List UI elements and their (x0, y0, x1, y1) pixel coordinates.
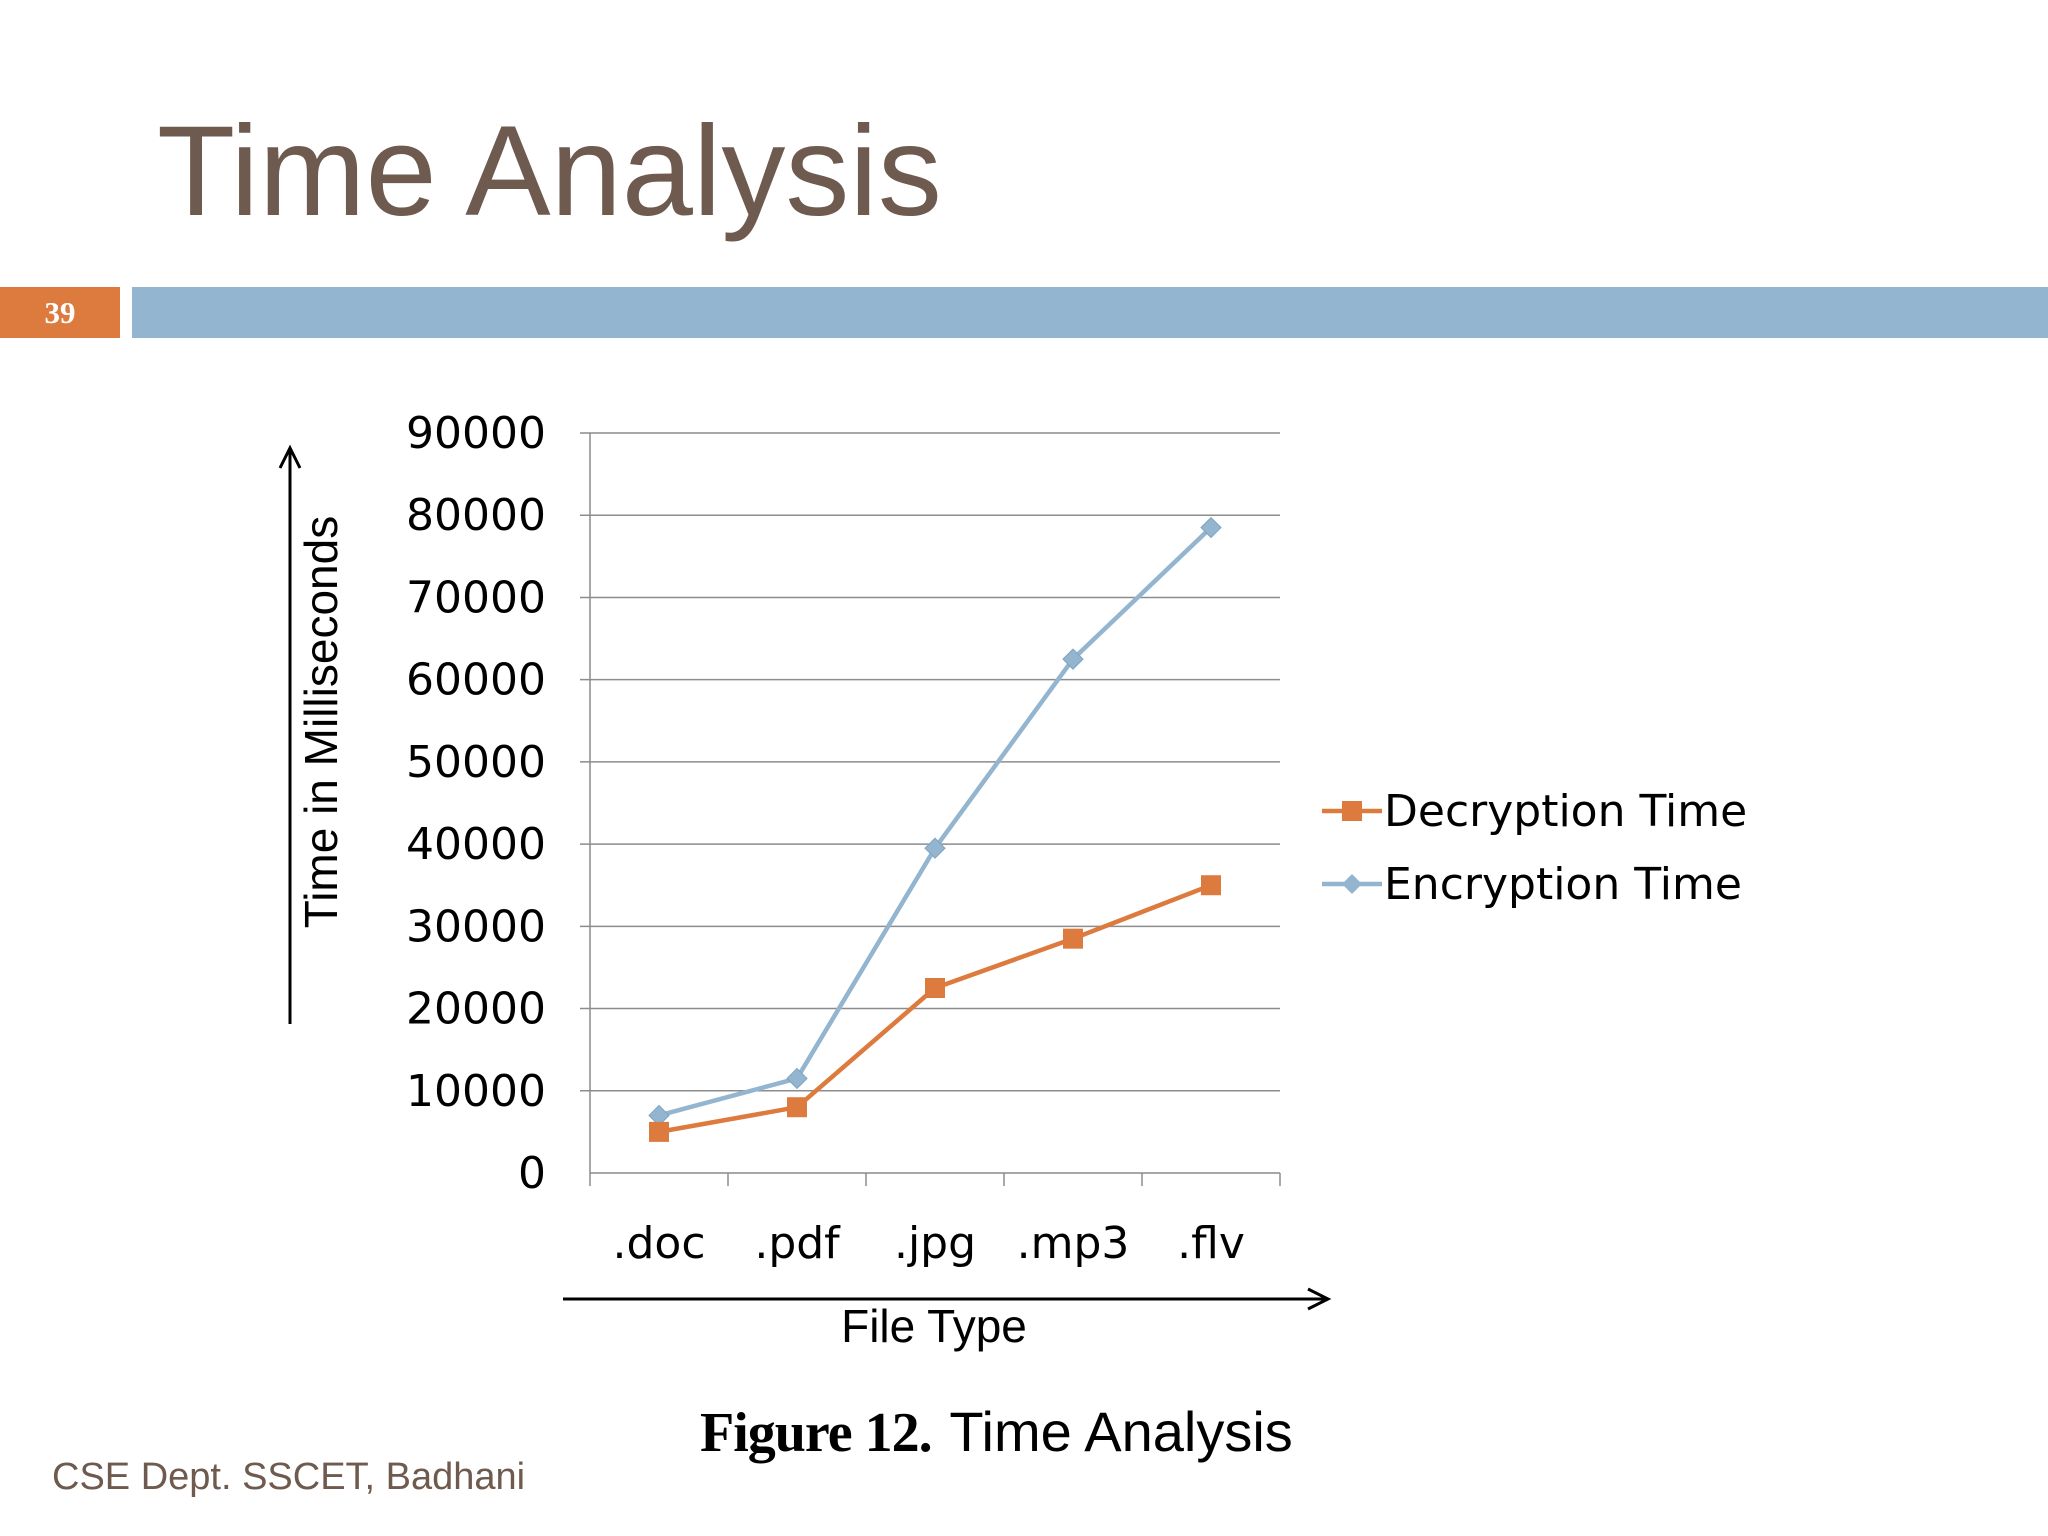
y-tick-label: 30000 (406, 901, 546, 953)
data-point-diamond (787, 1068, 807, 1088)
footer-text: CSE Dept. SSCET, Badhani (52, 1456, 526, 1498)
y-tick-label: 20000 (406, 983, 546, 1035)
y-tick-label: 80000 (406, 490, 546, 542)
legend-label: Decryption Time (1384, 786, 1748, 837)
x-category-label: .flv (1177, 1218, 1245, 1269)
data-point-square (925, 978, 945, 998)
series-line (659, 528, 1211, 1116)
x-category-label: .pdf (754, 1218, 840, 1269)
x-category-label: .jpg (893, 1218, 977, 1269)
figure-label: Figure 12. (700, 1402, 932, 1464)
chart-axes (590, 433, 1280, 1186)
data-point-square (787, 1097, 807, 1117)
y-tick-label: 0 (518, 1148, 546, 1199)
y-tick-label: 70000 (406, 572, 546, 624)
y-tick-label: 60000 (406, 654, 546, 706)
data-point-square (649, 1122, 669, 1142)
page-number-badge: 39 (0, 287, 120, 338)
figure-caption (700, 1396, 1293, 1469)
y-tick-label: 10000 (406, 1065, 546, 1117)
x-axis-title: File Type (841, 1300, 1027, 1352)
legend-label: Encryption Time (1384, 859, 1742, 910)
legend-marker-square (1342, 801, 1362, 821)
x-category-label: .mp3 (1016, 1218, 1130, 1269)
slide-title: Time Analysis (157, 100, 942, 243)
y-axis-title: Time in Milliseconds (295, 515, 347, 929)
y-tick-label: 50000 (406, 736, 546, 788)
chart-legend (1322, 786, 1747, 910)
data-point-square (1201, 875, 1221, 895)
chart-series (649, 518, 1221, 1142)
legend-marker-diamond (1342, 874, 1362, 894)
x-category-label: .doc (612, 1218, 706, 1269)
chart-tick-labels (406, 408, 1245, 1269)
y-tick-label: 90000 (406, 408, 546, 459)
figure-caption-text: Time Analysis (949, 1400, 1293, 1463)
data-point-square (1063, 929, 1083, 949)
y-tick-label: 40000 (406, 819, 546, 871)
